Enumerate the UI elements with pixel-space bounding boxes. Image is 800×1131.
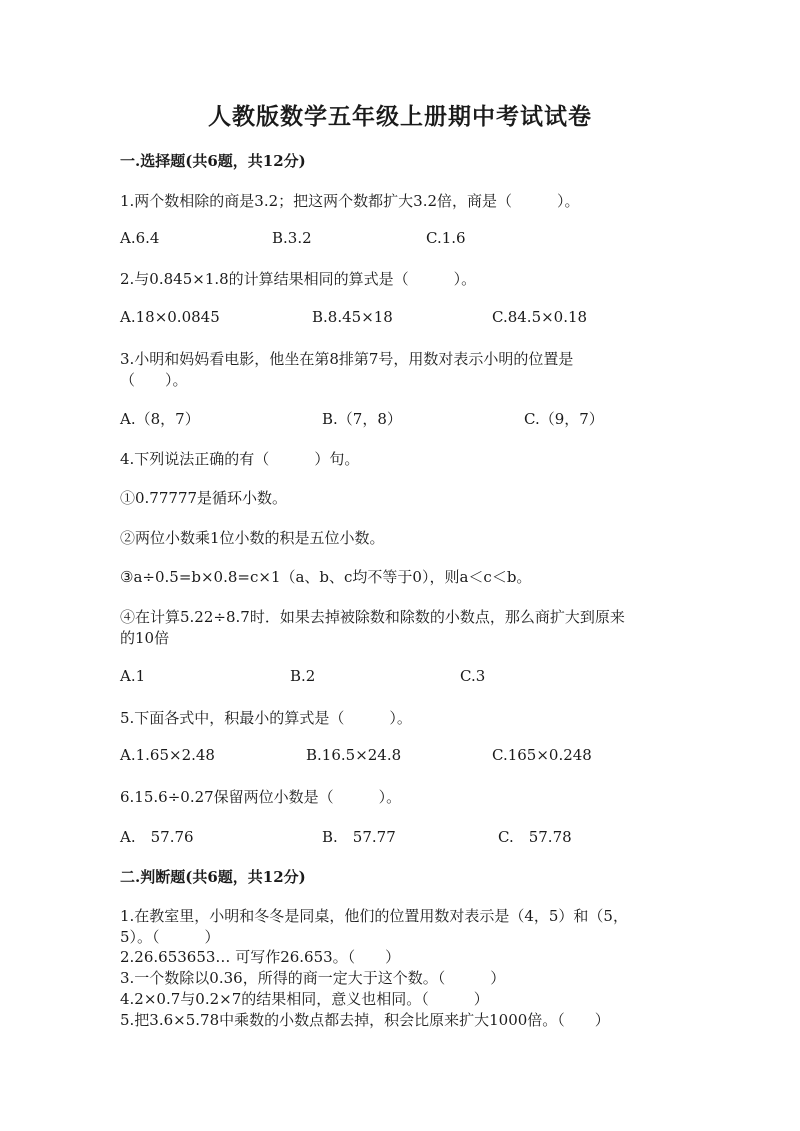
- q6-option-c: C. 57.78: [498, 828, 572, 846]
- judgement-5: 5.把3.6×5.78中乘数的小数点都去掉，积会比原来扩大1000倍。（ ）: [120, 1011, 610, 1029]
- q2-option-a: A.18×0.0845: [120, 308, 220, 326]
- q4-option-a: A.1: [120, 667, 146, 685]
- q2-option-c: C.84.5×0.18: [492, 308, 588, 326]
- question-1: 1.两个数相除的商是3.2；把这两个数都扩大3.2倍，商是（ ）。: [120, 192, 580, 210]
- q3-option-c: C.（9，7）: [524, 410, 604, 428]
- q1-option-c: C.1.6: [426, 229, 466, 247]
- question-5: 5.下面各式中，积最小的算式是（ ）。: [120, 709, 412, 727]
- q4-statement-4-line1: ④在计算5.22÷8.7时．如果去掉被除数和除数的小数点，那么商扩大到原来: [120, 608, 625, 626]
- q6-option-a: A. 57.76: [120, 828, 194, 846]
- judgement-2: 2.26.653653… 可写作26.653。（ ）: [120, 948, 401, 966]
- q3-option-a: A.（8，7）: [120, 410, 200, 428]
- q4-statement-2: ②两位小数乘1位小数的积是五位小数。: [120, 529, 385, 547]
- q3-option-b: B.（7，8）: [322, 410, 402, 428]
- page-title: 人教版数学五年级上册期中考试试卷: [208, 103, 592, 130]
- question-3-line2: （ ）。: [120, 371, 188, 389]
- question-3-line1: 3.小明和妈妈看电影，他坐在第8排第7号，用数对表示小明的位置是: [120, 350, 574, 368]
- q4-statement-4-line2: 的10倍: [120, 629, 170, 647]
- q1-option-b: B.3.2: [272, 229, 312, 247]
- judgement-1-line2: 5）。（ ）: [120, 928, 220, 946]
- q6-option-b: B. 57.77: [322, 828, 396, 846]
- q4-statement-3: ③a÷0.5=b×0.8=c×1（a、b、c均不等于0），则a＜c＜b。: [120, 568, 532, 586]
- q2-option-b: B.8.45×18: [312, 308, 393, 326]
- section-heading-judgement: 二.判断题(共6题，共12分): [120, 868, 306, 886]
- judgement-3: 3.一个数除以0.36，所得的商一定大于这个数。（ ）: [120, 969, 506, 987]
- q1-option-a: A.6.4: [120, 229, 160, 247]
- q5-option-c: C.165×0.248: [492, 746, 592, 764]
- q5-option-a: A.1.65×2.48: [120, 746, 215, 764]
- q5-option-b: B.16.5×24.8: [306, 746, 402, 764]
- q4-option-c: C.3: [460, 667, 486, 685]
- question-6: 6.15.6÷0.27保留两位小数是（ ）。: [120, 788, 402, 806]
- section-heading-choice: 一.选择题(共6题，共12分): [120, 152, 306, 170]
- judgement-4: 4.2×0.7与0.2×7的结果相同，意义也相同。（ ）: [120, 990, 489, 1008]
- question-4: 4.下列说法正确的有（ ）句。: [120, 450, 360, 468]
- question-2: 2.与0.845×1.8的计算结果相同的算式是（ ）。: [120, 270, 477, 288]
- judgement-1-line1: 1.在教室里，小明和冬冬是同桌，他们的位置用数对表示是（4，5）和（5，: [120, 907, 628, 925]
- q4-option-b: B.2: [290, 667, 316, 685]
- q4-statement-1: ①0.77777是循环小数。: [120, 489, 288, 507]
